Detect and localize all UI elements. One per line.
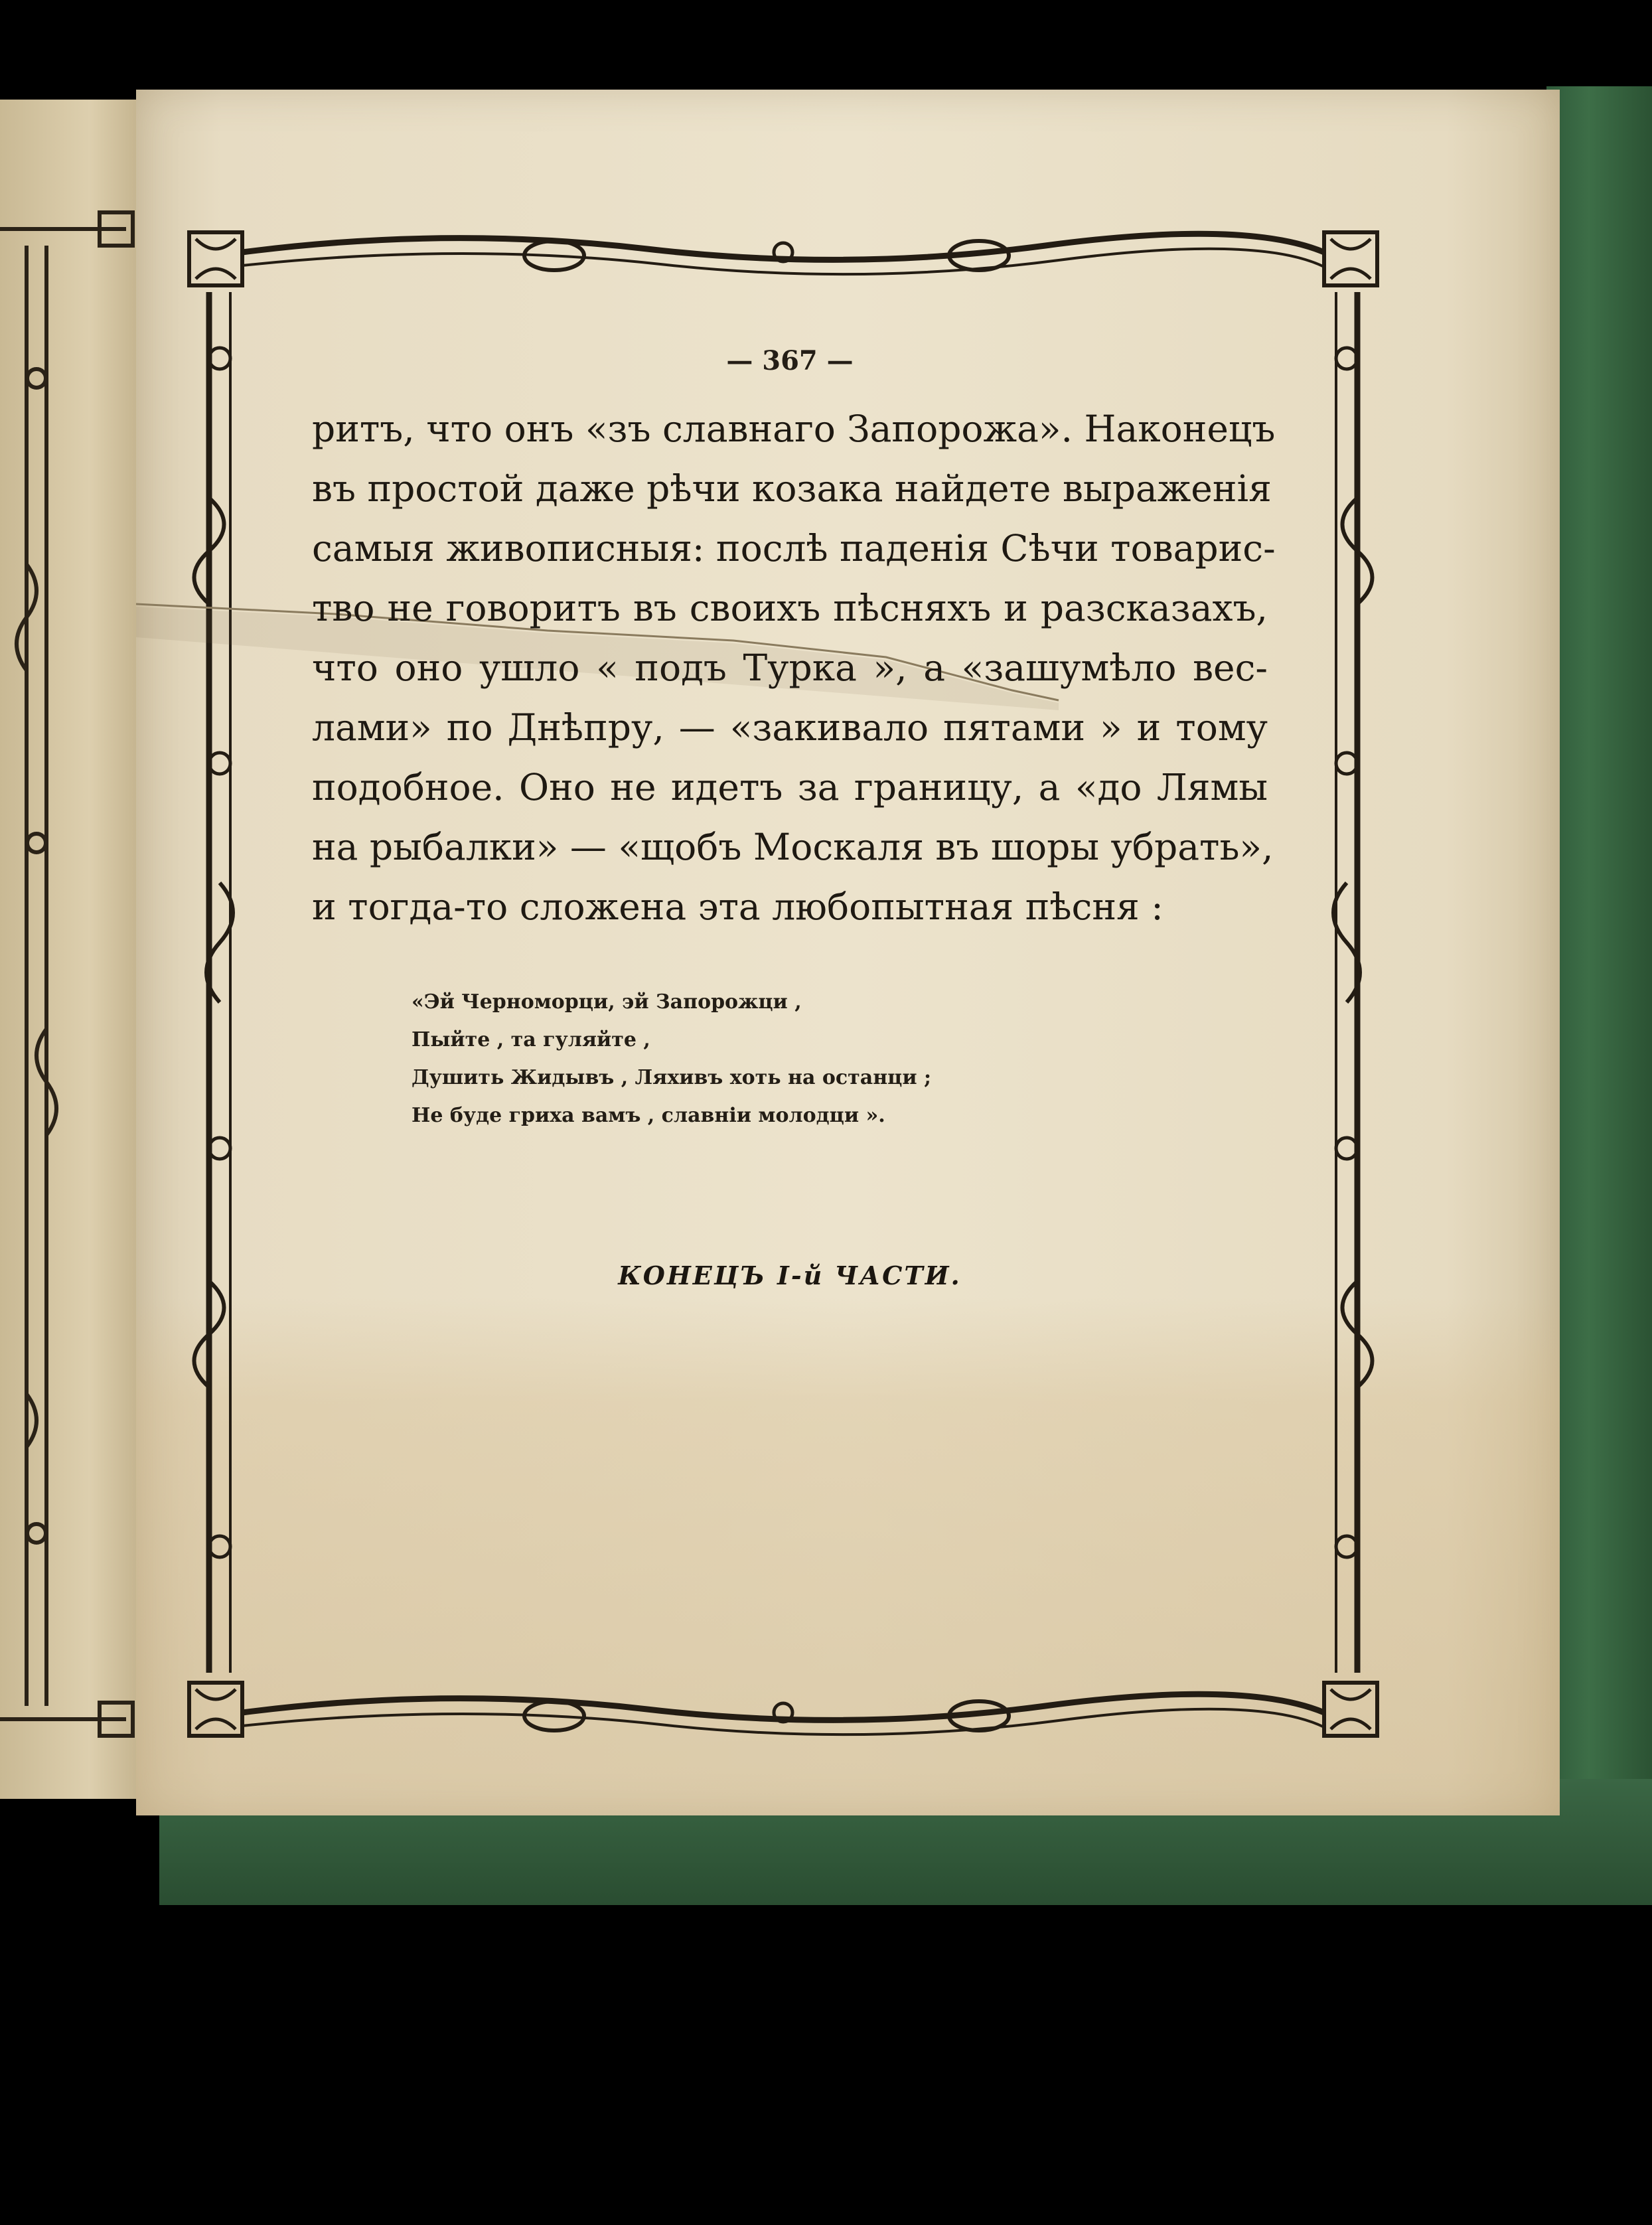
verse-line: «Эй Черноморци, эй Запорожци , [412,990,802,1014]
paragraph-line: лами» по Днѣпру, — «закивало пятами » и тому [312,706,1268,749]
paragraph-line: тво не говоритъ въ своихъ пѣсняхъ и разсказахъ, [312,587,1268,629]
previous-page-border-ornament [0,100,149,1799]
page-text-block [312,345,1276,1290]
verse-quote [412,983,1268,1134]
paragraph-line: подобное. Оно не идетъ за границу, а «до Лямы [312,766,1268,808]
previous-page-edge [0,100,149,1799]
body-paragraph [312,399,1276,937]
paragraph-line: въ простой даже рѣчи козака найдете выраженія [312,467,1272,510]
end-of-part-heading: КОНЕЦЪ I-й ЧАСТИ. [618,1261,962,1290]
page-number: — 367 — [726,345,854,376]
paragraph-line: на рыбалки» — «щобъ Москаля въ шоры убрать», [312,826,1274,868]
paragraph-line: что оно ушло « подъ Турка », а «зашумѣло вес- [312,647,1268,689]
book-cover-edge [1546,86,1652,1885]
verse-line: Душить Жидывъ , Ляхивъ хоть на останци ; [412,1066,932,1089]
verse-line: Пыйте , та гуляйте , [412,1028,650,1051]
verse-line: Не буде гриха вамъ , славніи молодци ». [412,1104,885,1127]
paragraph-line: самыя живописныя: послѣ паденія Сѣчи товарис- [312,527,1276,570]
paragraph-line: и тогда-то сложена эта любопытная пѣсня : [312,885,1164,928]
paragraph-line: ритъ, что онъ «зъ славнаго Запорожа». Наконецъ [312,408,1276,450]
